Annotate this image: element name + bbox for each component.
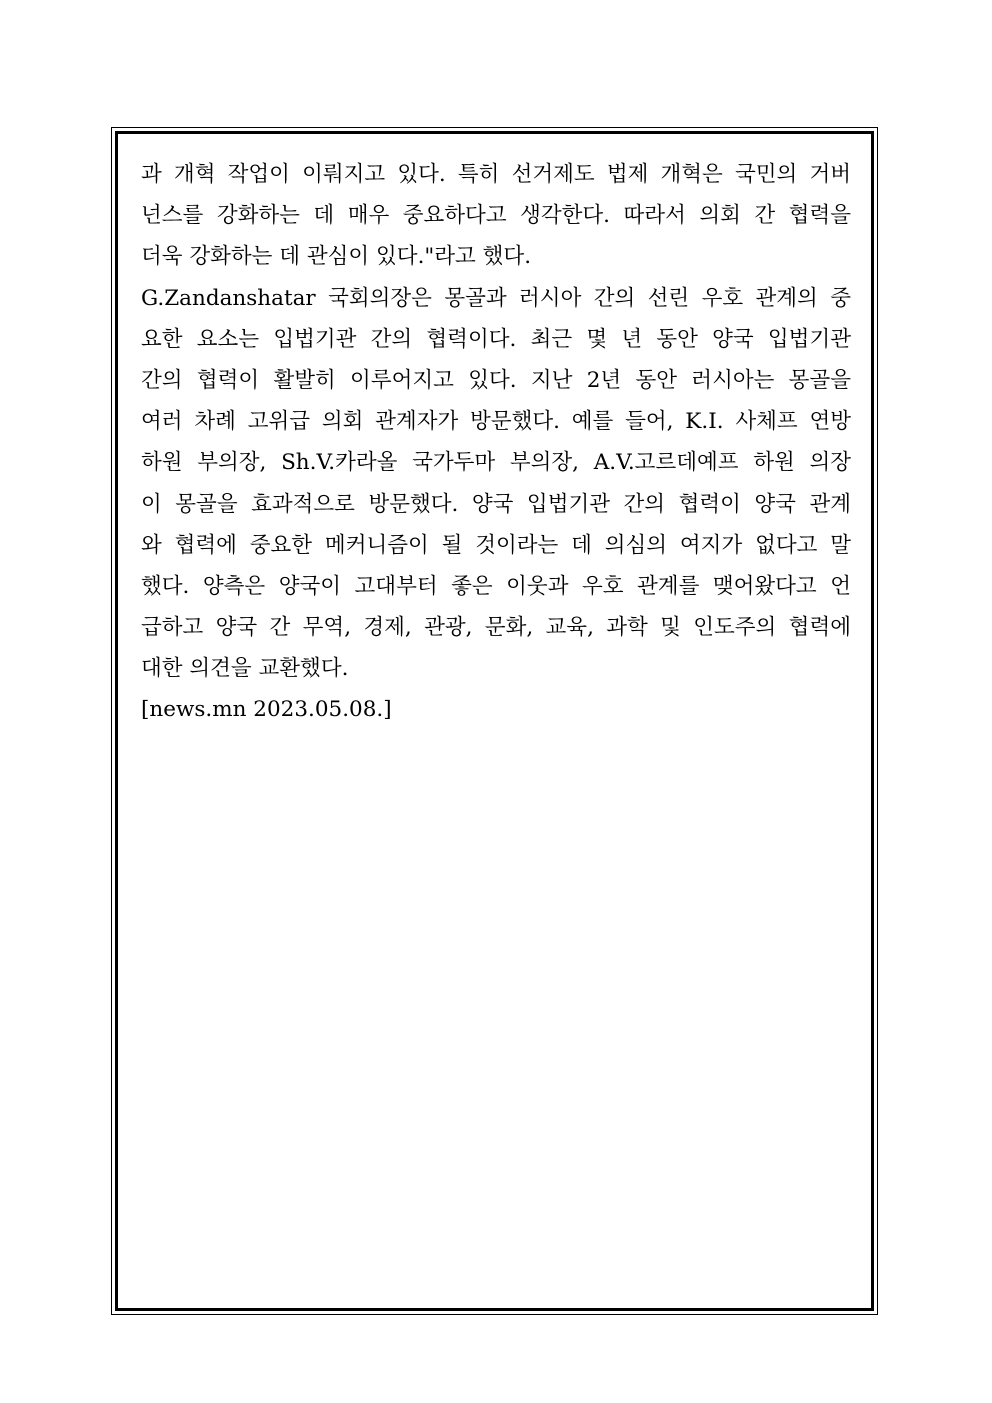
article-line-13: 대한 의견을 교환했다. [141, 656, 349, 682]
article-body [141, 154, 851, 731]
article-line-7: 여러 차례 고위급 의회 관계자가 방문했다. 예를 들어, K.I. 사체프 연방 [141, 409, 851, 435]
article-line-11: 했다. 양측은 양국이 고대부터 좋은 이웃과 우호 관계를 맺어왔다고 언 [141, 573, 851, 599]
article-line-9: 이 몽골을 효과적으로 방문했다. 양국 입법기관 간의 협력이 양국 관계 [141, 491, 851, 517]
article-line-8: 하원 부의장, Sh.V.카라올 국가두마 부의장, A.V.고르데예프 하원 의장 [141, 450, 851, 476]
article-line-1: 과 개혁 작업이 이뤄지고 있다. 특히 선거제도 법제 개혁은 국민의 거버 [141, 162, 851, 187]
article-line-6: 간의 협력이 활발히 이루어지고 있다. 지난 2년 동안 러시아는 몽골을 [141, 367, 851, 393]
article-line-2: 넌스를 강화하는 데 매우 중요하다고 생각한다. 따라서 의회 간 협력을 [141, 203, 851, 229]
article-line-5: 요한 요소는 입법기관 간의 협력이다. 최근 몇 년 동안 양국 입법기관 [141, 326, 851, 352]
source-citation: [news.mn 2023.05.08.] [141, 697, 392, 723]
article-line-3: 더욱 강화하는 데 관심이 있다."라고 했다. [141, 244, 532, 270]
article-line-4: G.Zandanshatar 국회의장은 몽골과 러시아 간의 선린 우호 관계의 중 [141, 285, 851, 311]
article-line-10: 와 협력에 중요한 메커니즘이 될 것이라는 데 의심의 여지가 없다고 말 [141, 532, 851, 558]
article-line-12: 급하고 양국 간 무역, 경제, 관광, 문화, 교육, 과학 및 인도주의 협력에 [141, 615, 851, 641]
